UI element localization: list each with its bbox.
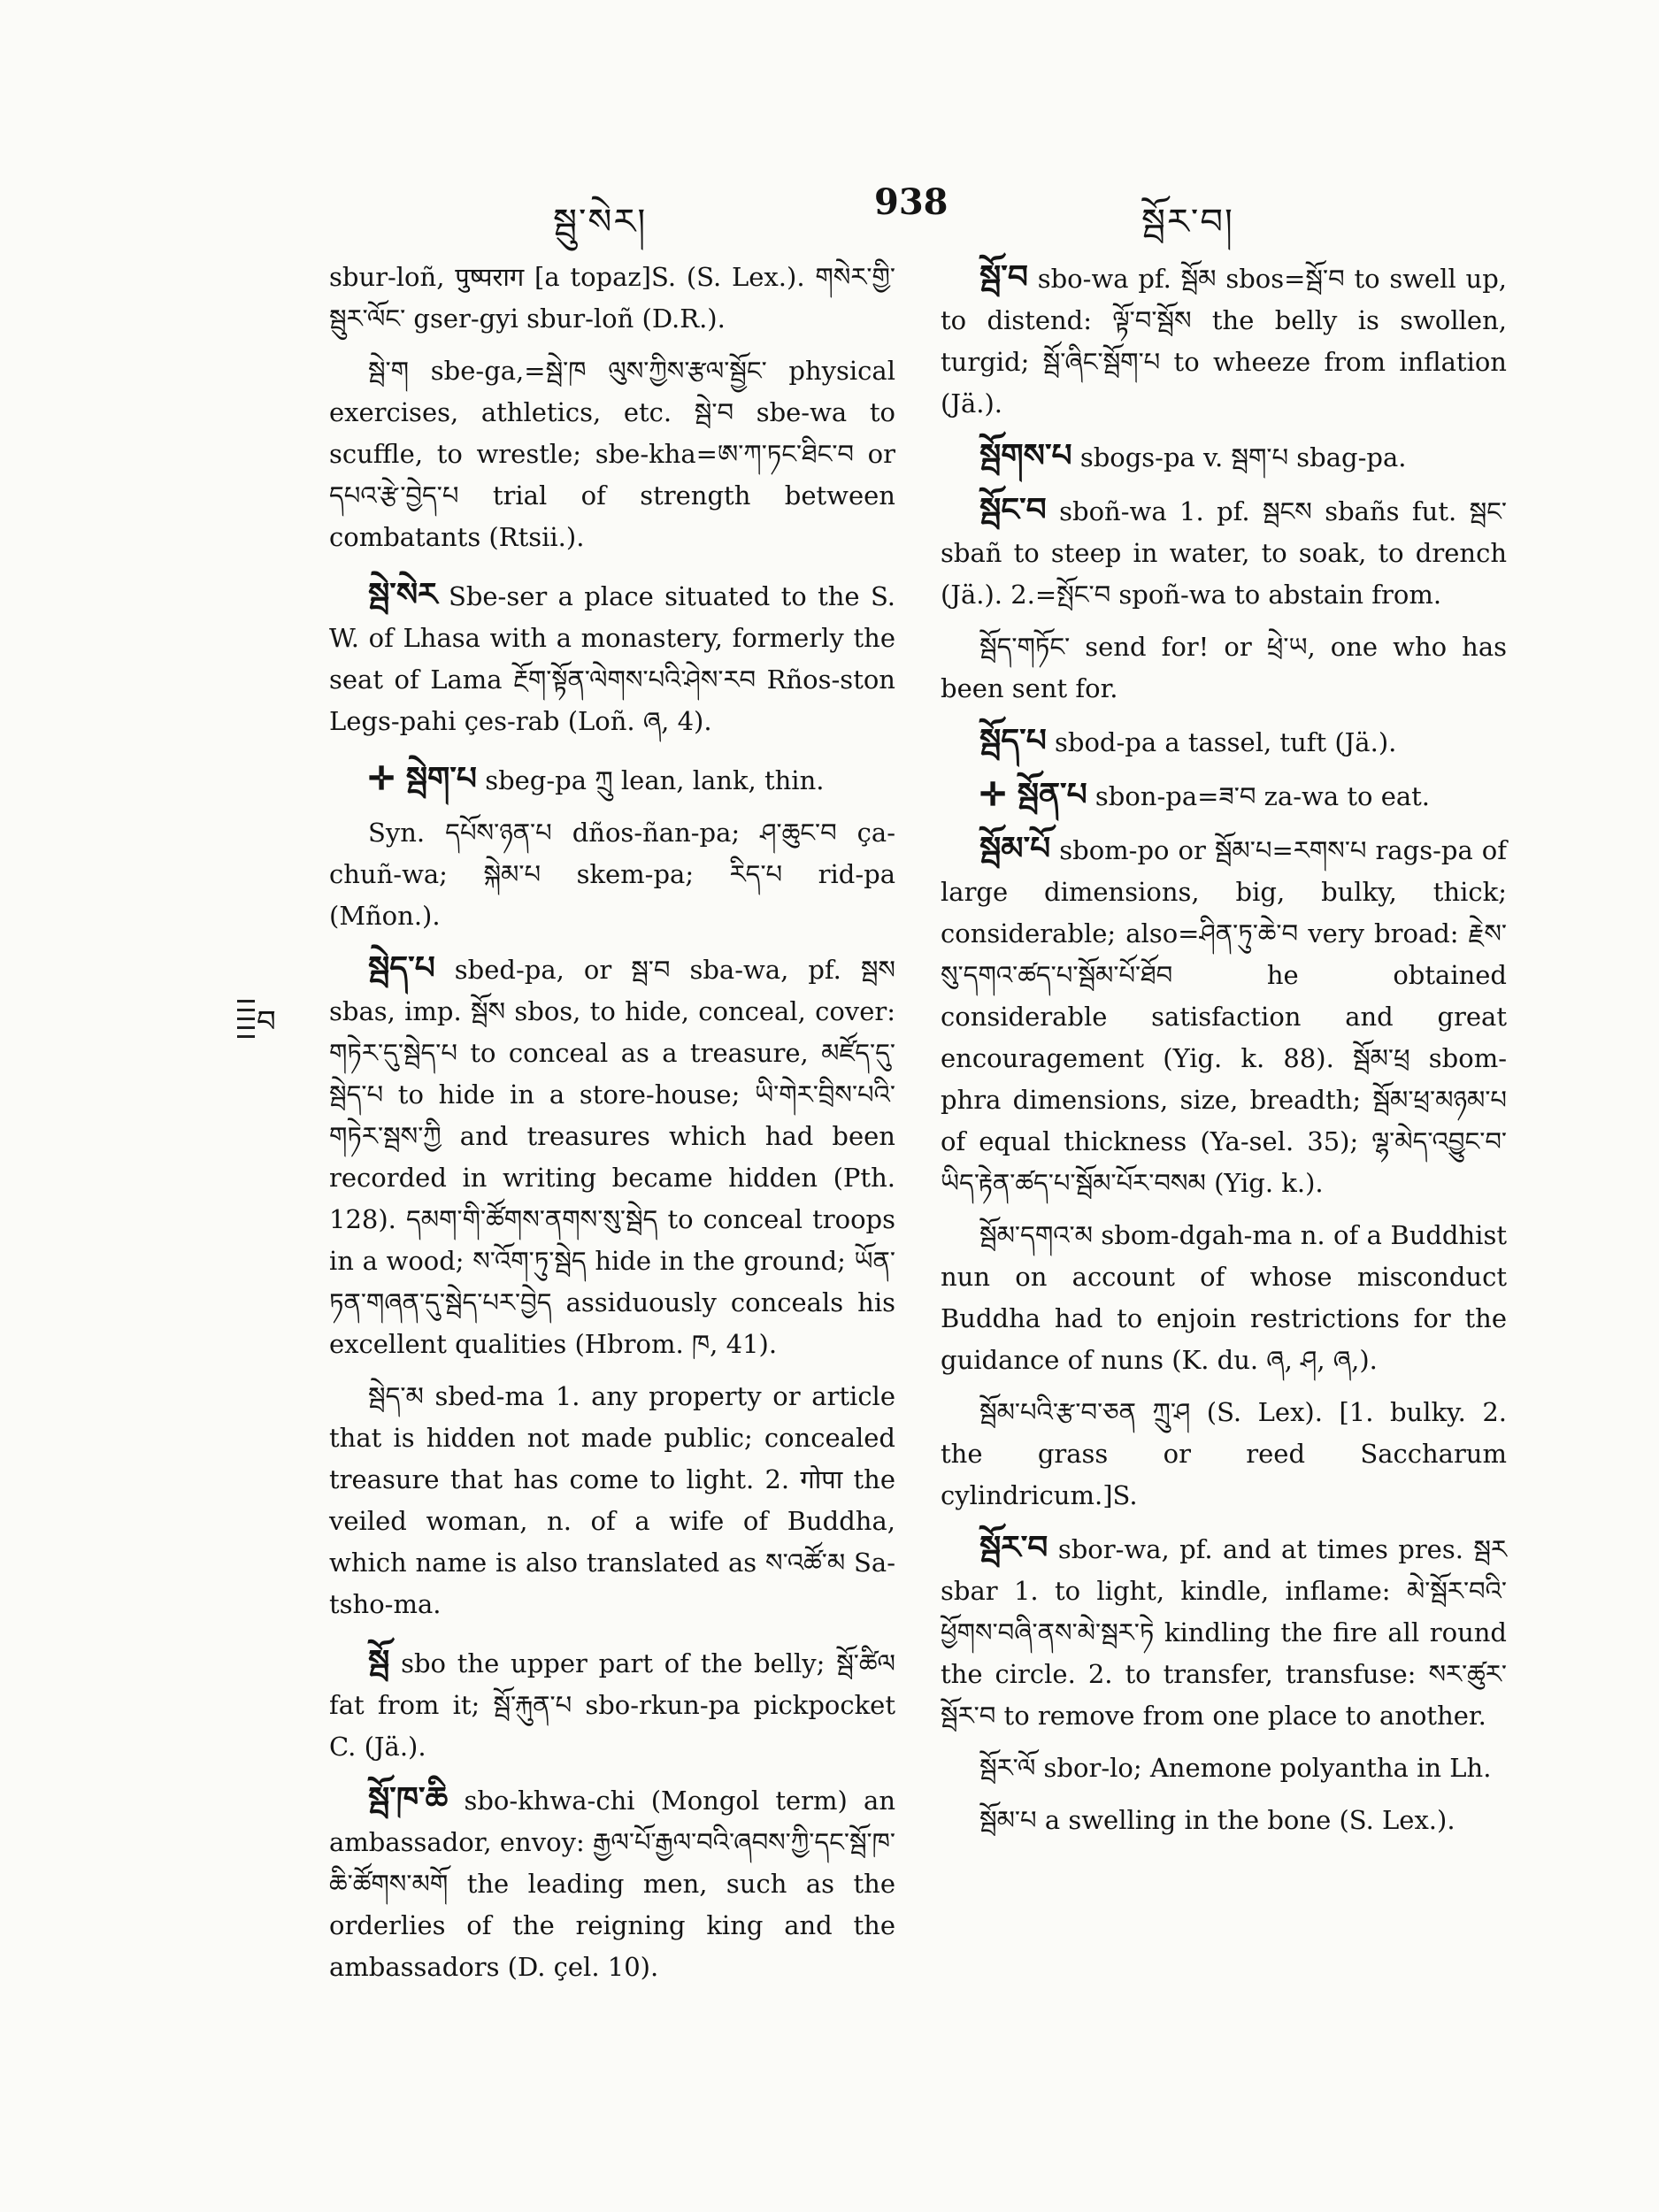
entry: sbur-loñ, पुष्पराग [a topaz]S. (S. Lex.). གསེར་གྱི་སྦུར་ལོང་ gser-gyi sbur-loñ (D.R.).: [329, 262, 895, 334]
entry-text: sbor-wa, pf. and at times pres. སྦར sbar 1. to light, kindle, inflame: མེ་སྦོར་བའི་ཕྱོགས་བཞི་ནས་མེ་སྦར་ཏེ kindling the fire all round the circle. 2. to transfer, transfuse: སར་ཚུར་སྦོར་བ to remove from one place to another.: [941, 1534, 1508, 1731]
headword: སྦེད་པ: [368, 949, 435, 987]
headword: ✛ སྦོན་པ: [979, 776, 1087, 813]
entry-text: sboñ-wa 1. pf. སྦངས sbañs fut. སྦང་ sbañ to steep in water, to soak, to drench (Jä.). 2.=སྤོང་བ spoñ-wa to abstain from.: [941, 496, 1507, 610]
header-left: སྦུ་སེར།: [553, 202, 648, 242]
headword: སྦོང་བ: [979, 491, 1047, 528]
entry: Syn. དཔོས་ཉན་པ dños-ñan-pa; ཤ་ཆུང་བ ça-chuñ-wa; སྐེམ་པ skem-pa; རིད་པ rid-pa (Mñon.).: [329, 818, 895, 931]
entry: སྦོད་གཏོང་ send for! or ཕྲེ་ཡ, one who has been sent for.: [941, 632, 1507, 703]
headword: སྦོ་བ: [979, 258, 1028, 296]
entry-text: sbom-po or སྦོམ་པ=རགས་པ rags-pa of large dimensions, big, bulky, thick; considerable; also=ཤིན་ཏུ་ཆེ་བ very broad: རྗེས་སུ་དགའ་ཚད་པ་སྦོམ་པོ་ཐོབ he obtained considerable satisfaction and great encouragement (Yig. k. 88). སྦོམ་ཕྲ sbom-phra dimensions, size, breadth; སྦོམ་ཕྲ་མཉམ་པ of equal thickness (Ya-sel. 35); ལྷ་མེད་འབྱུང་བ་ཡིད་རྟེན་ཚད་པ་སྦོམ་པོར་བསམ (Yig. k.).: [941, 835, 1508, 1198]
entry: [329, 1641, 895, 1768]
margin-mark-icon: [237, 998, 280, 1042]
entry: [941, 435, 1507, 479]
entry: [941, 774, 1507, 818]
headword: སྦོད་པ: [979, 722, 1047, 759]
entry-text: sbod-pa a tassel, tuft (Jä.).: [1055, 727, 1397, 757]
entry: [329, 1778, 895, 1988]
entry: [941, 257, 1507, 425]
entry: [329, 758, 895, 802]
entry: སྦེད་མ sbed-ma 1. any property or article that is hidden not made public; concealed treasure that has come to light. 2. गोपा the veiled woman, n. of a wife of Buddha, which name is also translated as ས་འཚོ་མ Sa-tsho-ma.: [329, 1381, 895, 1619]
entry: [329, 574, 895, 742]
headword: སྦེ་སེར: [368, 576, 438, 613]
headword: སྦོམ་པོ: [979, 830, 1051, 867]
entry: [941, 489, 1507, 616]
left-column: [329, 257, 895, 1999]
entry: [941, 828, 1507, 1204]
headword: སྦོར་བ: [979, 1529, 1048, 1566]
headword: སྦོགས་པ: [979, 437, 1072, 474]
right-column: [941, 257, 1507, 1852]
entry: སྦོམ་པ a swelling in the bone (S. Lex.).: [979, 1805, 1455, 1835]
headword: སྦོ་ཁ་ཆི: [368, 1780, 449, 1817]
entry: སྦོམ་དགའ་མ sbom-dgah-ma n. of a Buddhist nun on account of whose misconduct Buddha had to enjoin restrictions for the guidance of nuns (K. du. ཞ, ཤ, ཞ,).: [941, 1220, 1507, 1375]
entry: སྦོམ་པའི་རྩ་བ་ཅན ཀྲུ་ཤ (S. Lex). [1. bulky. 2. the grass or reed Saccharum cylindricum.]S.: [941, 1397, 1507, 1510]
entry: [941, 1527, 1507, 1737]
entry: སྦེ་ག sbe-ga,=སྦེ་ཁ ལུས་ཀྱིས་རྩལ་སྦྱོང་ physical exercises, athletics, etc. སྦེ་བ sbe-wa to scuffle, to wrestle; sbe-kha=ཨ་ཀ་ཏང་ཐིང་བ or དཔའ་རྩེ་བྱེད་པ trial of strength between combatants (Rtsii.).: [329, 356, 895, 552]
entry: སྦོར་ལོ sbor-lo; Anemone polyantha in Lh.: [979, 1753, 1492, 1783]
entry-text: sbo-khwa-chi (Mongol term) an ambassador, envoy: རྒྱལ་པོ་རྒྱལ་བའི་ཞབས་ཀྱི་དང་སྦོ་ཁ་ཆི་ཚོགས་མགོ the leading men, such as the orderlies of the reigning king and the ambassadors (D. çel. 10).: [329, 1786, 896, 1982]
entry-text: sbeg-pa ཀྲུ lean, lank, thin.: [485, 765, 825, 795]
entry: [329, 948, 895, 1365]
entry-text: sbo the upper part of the belly; སྦོ་ཚིལ fat from it; སྦོ་རྐུན་པ sbo-rkun-pa pickpocket C. (Jä.).: [329, 1648, 896, 1762]
entry-text: sbon-pa=ཟ་བ za-wa to eat.: [1094, 781, 1431, 811]
margin-mark-letter: བ: [257, 1004, 276, 1040]
entry: [941, 720, 1507, 764]
headword: ✛ སྦེག་པ: [368, 760, 477, 797]
entry-text: Sbe-ser a place situated to the S. W. of Lhasa with a monastery, formerly the seat of Lama རྔོག་སྟོན་ལེགས་པའི་ཤེས་རབ Rños-ston Legs-pahi çes-rab (Loñ. ཞ, 4).: [329, 581, 896, 736]
entry-text: sbo-wa pf. སྦོམ sbos=སྦོ་བ to swell up, to distend: ལྟོ་བ་སྦོས the belly is swollen, turgid; སྦོ་ཞིང་སྦོག་པ to wheeze from inflation (Jä.).: [941, 264, 1508, 419]
header-right: སྦོར་བ།: [1141, 202, 1234, 242]
headword: སྦོ: [368, 1643, 390, 1680]
page-number: 938: [874, 181, 949, 223]
running-header: [0, 181, 1659, 242]
entry-text: sbogs-pa v. སྦག་པ sbag-pa.: [1079, 442, 1407, 472]
entry-text: sbed-pa, or སྦ་བ sba-wa, pf. སྦས sbas, imp. སྦོས sbos, to hide, conceal, cover: གཏེར་དུ་སྦེད་པ to conceal as a treasure, མཛོད་དུ་སྦེད་པ to hide in a store-house; ཡི་གེར་བྲིས་པའི་གཏེར་སྦས་ཀྱི and treasures which had been recorded in writing became hidden (Pth. 128). དམག་གི་ཚོགས་ནགས་སུ་སྦེད to conceal troops in a wood; ས་འོག་ཏུ་སྦེད hide in the ground; ཡོན་ཏན་གཞན་དུ་སྦེད་པར་བྱེད assiduously conceals his excellent qualities (Hbrom. ཁ, 41).: [329, 955, 895, 1359]
